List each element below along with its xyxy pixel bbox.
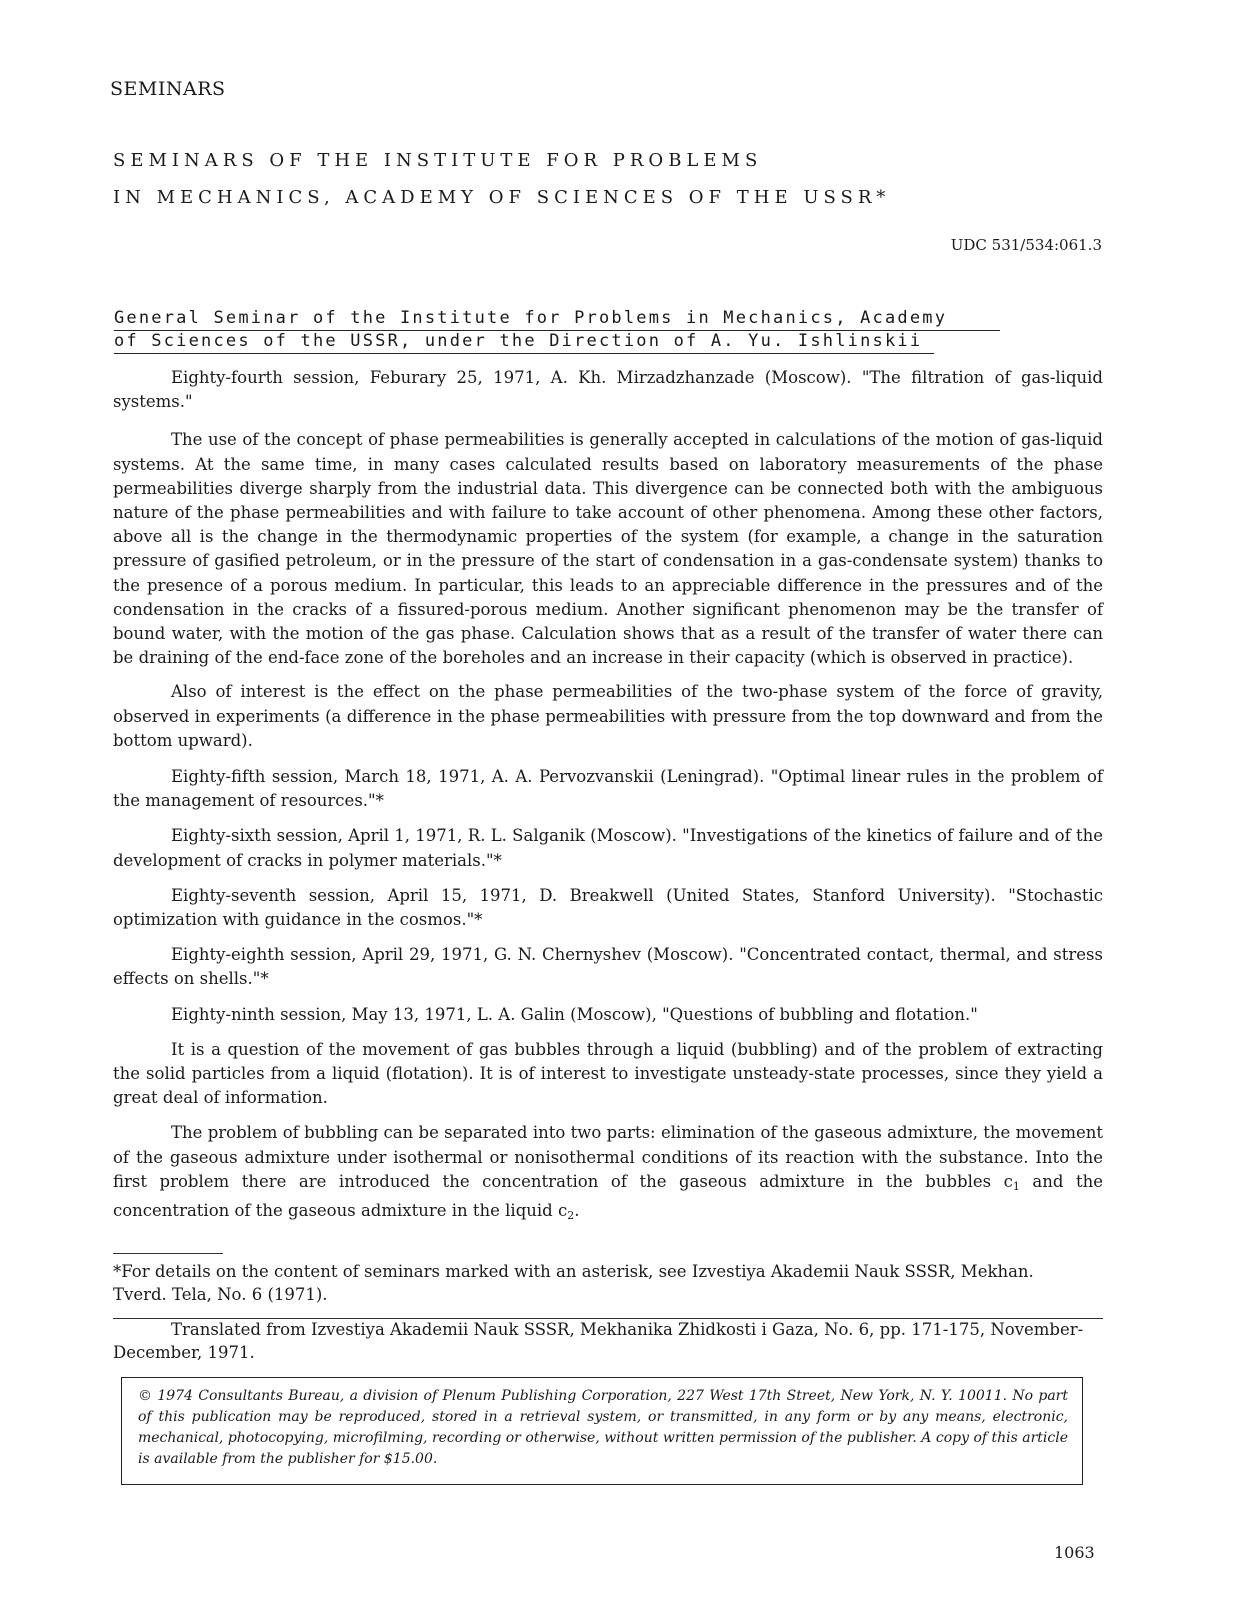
paragraph-session-89: Eighty-ninth session, May 13, 1971, L. A. Galin (Moscow), "Questions of bubbling and flotation." [171, 1004, 978, 1024]
translation-note-block [113, 1318, 1103, 1364]
footnote-rule [113, 1253, 223, 1254]
body-text [113, 366, 1103, 1228]
bubbling-text-end: . [574, 1201, 580, 1221]
paragraph-bubbling-problem [113, 1121, 1103, 1228]
footnote: *For details on the content of seminars marked with an asterisk, see Izvestiya Akademii Nauk SSSR, Mekhan. Tverd. Tela, No. 6 (1971). [113, 1262, 1034, 1304]
paragraph-session-88: Eighty-eighth session, April 29, 1971, G. N. Chernyshev (Moscow). "Concentrated contact, thermal, and stress effects on shells."* [113, 945, 1103, 989]
paragraph-session-84: Eighty-fourth session, Feburary 25, 1971, A. Kh. Mirzadzhanzade (Moscow). "The filtration of gas-liquid systems." [113, 368, 1103, 412]
subscript-2: 2 [567, 1209, 575, 1223]
paragraph-session-85: Eighty-fifth session, March 18, 1971, A. A. Pervozvanskii (Leningrad). "Optimal linear rules in the problem of the management of resources."* [113, 767, 1103, 811]
seminar-heading-line-2: of Sciences of the USSR, under the Direction of A. Yu. Ishlinskii [114, 331, 923, 351]
translation-note: Translated from Izvestiya Akademii Nauk SSSR, Mekhanika Zhidkosti i Gaza, No. 6, pp. 171-175, November-December, 1971. [113, 1320, 1084, 1362]
article-title-line-1: SEMINARS OF THE INSTITUTE FOR PROBLEMS [113, 150, 763, 171]
paragraph-session-87: Eighty-seventh session, April 15, 1971, D. Breakwell (United States, Stanford University). "Stochastic optimization with guidance in the cosmos."* [113, 885, 1103, 930]
paragraph-session-86: Eighty-sixth session, April 1, 1971, R. L. Salganik (Moscow). "Investigations of the kinetics of failure and of the development of cracks in polymer materials."* [113, 826, 1103, 870]
paragraph-phase-permeabilities: The use of the concept of phase permeabilities is generally accepted in calculations of the motion of gas-liquid systems. At the same time, in many cases calculated results based on laboratory measurements of the phase permeabilities diverge sharply from the industrial data. This divergence can be connected both with the ambiguous nature of the phase permeabilities and with failure to take account of other phenomena. Among these other factors, above all is the change in the thermodynamic properties of the system (for example, a change in the saturation pressure of gasified petroleum, or in the pressure of the start of condensation in a gas-condensate system) thanks to the presence of a porous medium. In particular, this leads to an appreciable difference in the pressures and of the condensation in the cracks of a fissured-porous medium. Another significant phenomenon may be the transfer of bound water, with the motion of the gas phase. Calculation shows that as a result of the transfer of water there can be draining of the end-face zone of the boreholes and an increase in their capacity (which is observed in practice). [113, 430, 1103, 668]
subscript-1: 1 [1012, 1179, 1020, 1193]
article-title-line-2: IN MECHANICS, ACADEMY OF SCIENCES OF THE USSR* [113, 187, 891, 208]
paragraph-gravity-effect: Also of interest is the effect on the phase permeabilities of the two-phase system of the force of gravity, observed in experiments (a difference in the phase permeabilities with pressure from the top downward and from the bottom upward). [113, 682, 1103, 750]
page-number: 1063 [1054, 1543, 1095, 1562]
section-label: SEMINARS [110, 78, 226, 100]
heading-underline-1 [114, 330, 1000, 331]
copyright-notice: © 1974 Consultants Bureau, a division of Plenum Publishing Corporation, 227 West 17th Street, New York, N. Y. 10011. No part of this publication may be reproduced, stored in a retrieval system, or transmitted, in any form or by any means, electronic, mechanical, photocopying, microfilming, recording or otherwise, without written permission of the publisher. A copy of this article is available from the publisher for $15.00. [121, 1377, 1083, 1485]
heading-underline-2 [114, 353, 934, 354]
seminar-heading-line-1: General Seminar of the Institute for Problems in Mechanics, Academy [114, 308, 948, 328]
bubbling-text-part-1: The problem of bubbling can be separated into two parts: elimination of the gaseous admixture, the movement of the gaseous admixture under isothermal or nonisothermal conditions of its reaction with the substance. Into the first problem there are introduced the concentration of the gaseous admixture in the bubbles c [113, 1123, 1103, 1191]
udc-code: UDC 531/534:061.3 [950, 236, 1102, 254]
bubbling-text-part-2: and the concentration of the gaseous admixture in the liquid c [113, 1171, 1104, 1221]
paragraph-bubbling-flotation: It is a question of the movement of gas bubbles through a liquid (bubbling) and of the problem of extracting the solid particles from a liquid (flotation). It is of interest to investigate unsteady-state processes, since they yield a great deal of information. [113, 1039, 1103, 1108]
